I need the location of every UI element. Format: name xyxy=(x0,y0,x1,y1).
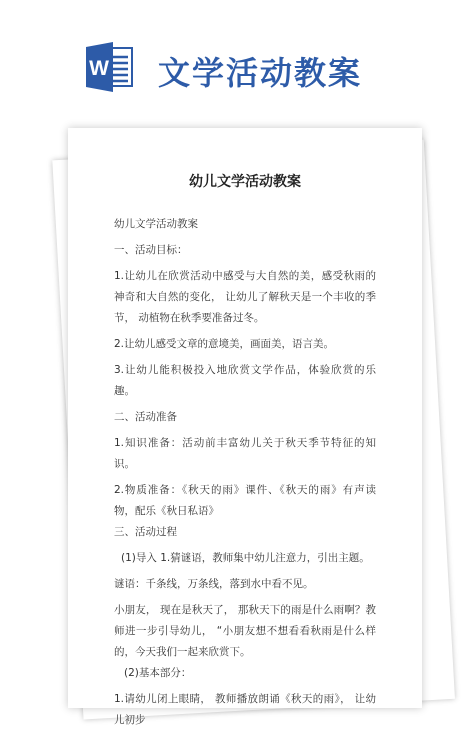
word-icon-letter: W xyxy=(89,57,109,80)
doc-paragraph: 2.让幼儿感受文章的意境美，画面美，语言美。 xyxy=(114,338,335,350)
banner xyxy=(0,0,474,128)
doc-paragraph: 小朋友， 现在是秋天了， 那秋天下的雨是什么雨啊？教师进一步引导幼儿， “小朋友想不想看看秋雨是什么样的，今天我们一起来欣赏下。 xyxy=(114,604,376,658)
doc-heading: 一、活动目标： xyxy=(114,244,188,256)
doc-paragraph: 幼儿文学活动教案 xyxy=(114,218,198,230)
doc-paragraph: 1.请幼儿闭上眼睛， 教师播放朗诵《秋天的雨》， 让幼儿初步 xyxy=(114,693,376,726)
document-title: 幼儿文学活动教案 xyxy=(189,174,301,190)
doc-paragraph: 谜语：千条线，万条线，落到水中看不见。 xyxy=(114,578,314,590)
document-preview xyxy=(0,120,474,726)
doc-paragraph: 1.让幼儿在欣赏活动中感受与大自然的美，感受秋雨的神奇和大自然的变化， 让幼儿了解秋天是一个丰收的季节， 动植物在秋季要准备过冬。 xyxy=(114,270,376,324)
doc-heading: 二、活动准备 xyxy=(114,411,177,423)
doc-paragraph: 3.让幼儿能积极投入地欣赏文学作品，体验欣赏的乐趣。 xyxy=(114,364,376,397)
doc-paragraph: 2.物质准备：《秋天的雨》课件、《秋天的雨》有声读物，配乐《秋日私语》 xyxy=(114,484,376,517)
document-page xyxy=(68,128,422,726)
word-document-icon xyxy=(86,42,134,92)
doc-heading: 三、活动过程 xyxy=(114,526,177,538)
doc-paragraph: 1.知识准备：活动前丰富幼儿关于秋天季节特征的知识。 xyxy=(114,437,376,470)
doc-heading: (2)基本部分： xyxy=(124,667,192,679)
banner-title: 文学活动教案 xyxy=(158,54,363,92)
doc-paragraph: (1)导入 1.猜谜语，教师集中幼儿注意力，引出主题。 xyxy=(121,552,370,564)
document-body xyxy=(114,214,376,731)
